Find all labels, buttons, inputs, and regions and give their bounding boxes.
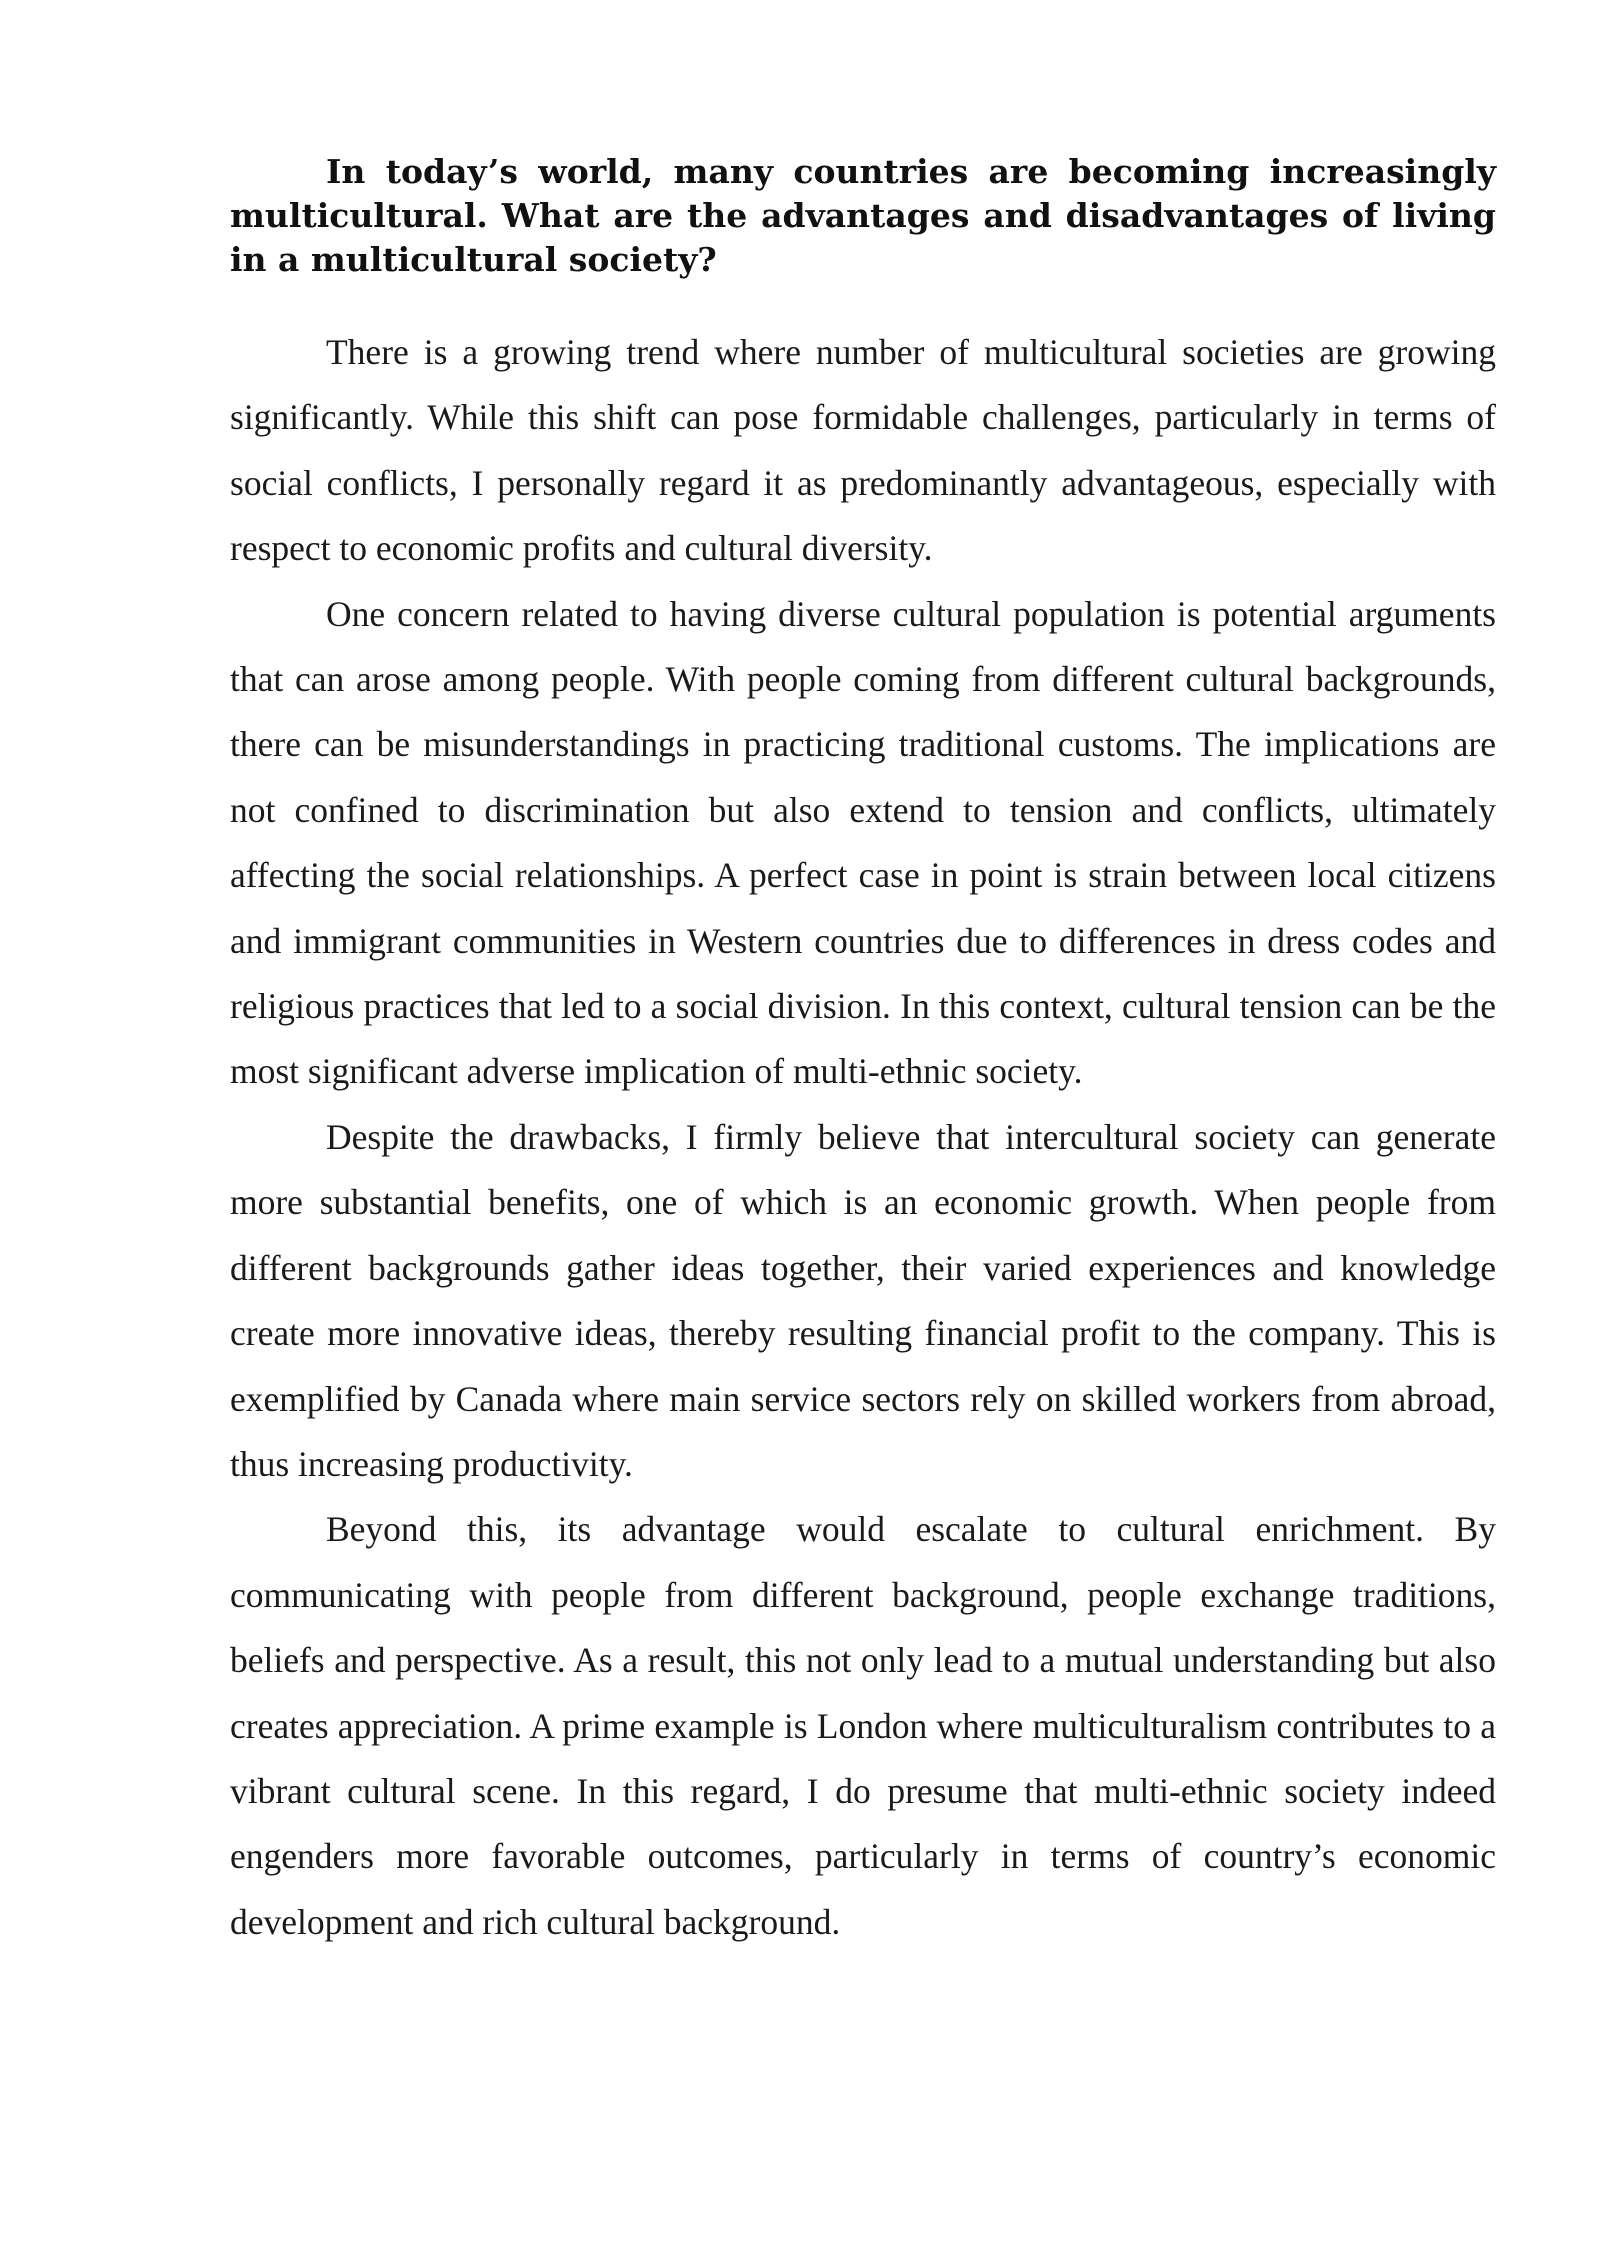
paragraph-economic-benefits: Despite the drawbacks, I firmly believe that intercultural society can generate more substantial benefits, one of which is an economic growth. When people from different backgrounds gather ideas together, their varied experiences and knowledge create more innovative ideas, thereby resulting financial profit to the company. This is exemplified by Canada where main service sectors rely on skilled workers from abroad, thus increasing productivity. — [230, 1116, 1496, 1484]
essay-prompt: In today’s world, many countries are becoming increasingly multicultural. What are the advantages and disadvantages of living in a multicultural society? — [230, 152, 1496, 279]
paragraph-introduction: There is a growing trend where number of multicultural societies are growing significantly. While this shift can pose formidable challenges, particularly in terms of social conflicts, I personally regard it as predominantly advantageous, especially with respect to economic profits and cultural diversity. — [230, 332, 1496, 569]
essay-body — [230, 320, 1496, 1955]
document-page — [230, 150, 1496, 1955]
paragraph-cultural-enrichment: Beyond this, its advantage would escalate to cultural enrichment. By communicating with people from different background, people exchange traditions, beliefs and perspective. As a result, this not only lead to a mutual understanding but also creates appreciation. A prime example is London where multiculturalism contributes to a vibrant cultural scene. In this regard, I do presume that multi-ethnic society indeed engenders more favorable outcomes, particularly in terms of country’s economic development and rich cultural background. — [230, 1509, 1496, 1942]
paragraph-disadvantages: One concern related to having diverse cultural population is potential arguments that can arose among people. With people coming from different cultural backgrounds, there can be misunderstandings in practicing traditional customs. The implications are not confined to discrimination but also extend to tension and conflicts, ultimately affecting the social relationships. A perfect case in point is strain between local citizens and immigrant communities in Western countries due to differences in dress codes and religious practices that led to a social division. In this context, cultural tension can be the most significant adverse implication of multi-ethnic society. — [230, 593, 1496, 1092]
